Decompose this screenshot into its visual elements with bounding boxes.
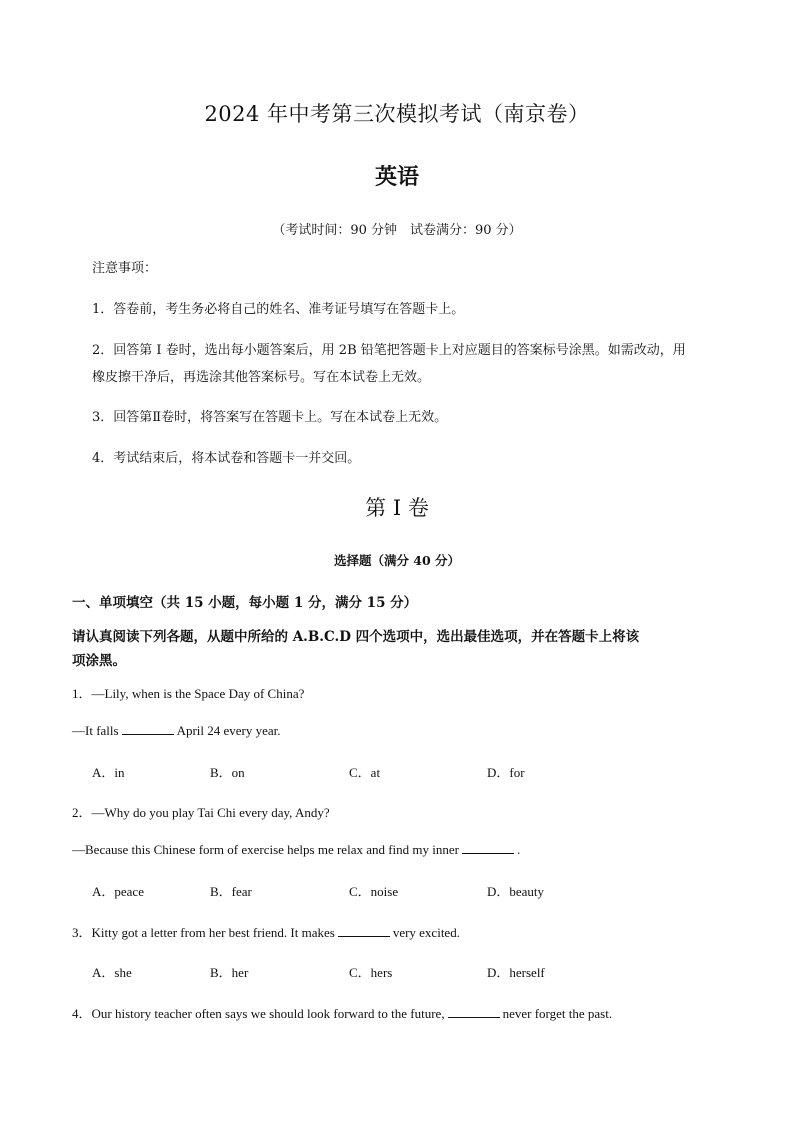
answer-blank bbox=[338, 935, 390, 937]
subject-title: 英语 bbox=[374, 164, 419, 190]
instruction-line-1: 请认真阅读下列各题，从题中所给的 A.B.C.D 四个选项中，选出最佳选项，并在答题卡上将该 bbox=[72, 629, 640, 645]
note-item-2: 2．回答第 I 卷时，选出每小题答案后，用 2B 铅笔把答题卡上对应题目的答案标号涂黑。如需改动，用 bbox=[92, 343, 686, 358]
question-2-text: 2．—Why do you play Tai Chi every day, Andy? bbox=[72, 805, 330, 820]
question-2-after-blank: . bbox=[517, 842, 521, 857]
question-1-option-d: D．for bbox=[487, 765, 525, 780]
question-3-option-c: C．hers bbox=[349, 965, 393, 980]
note-item-4: 4．考试结束后，将本试卷和答题卡一并交回。 bbox=[92, 451, 361, 466]
question-1-option-c: C．at bbox=[349, 765, 381, 780]
note-item-2-cont: 橡皮擦干净后，再选涂其他答案标号。写在本试卷上无效。 bbox=[92, 370, 431, 385]
note-item-1: 1．答卷前，考生务必将自己的姓名、准考证号填写在答题卡上。 bbox=[92, 302, 465, 317]
question-2-option-a: A．peace bbox=[92, 884, 144, 899]
question-3-after-blank: very excited. bbox=[392, 925, 460, 940]
question-1-line2 bbox=[72, 723, 281, 739]
question-3-option-b: B．her bbox=[210, 965, 249, 980]
question-2-option-b: B．fear bbox=[210, 884, 252, 899]
question-2-before-blank: —Because this Chinese form of exercise helps me relax and find my inner bbox=[72, 842, 459, 857]
volume-title: 第 I 卷 bbox=[365, 496, 429, 520]
question-3-option-a: A．she bbox=[92, 965, 132, 980]
question-1-text: 1．—Lily, when is the Space Day of China? bbox=[72, 686, 305, 701]
question-2-option-c: C．noise bbox=[349, 884, 399, 899]
question-2-line2 bbox=[72, 842, 520, 858]
question-1-option-b: B．on bbox=[210, 765, 245, 780]
question-1-after-blank: April 24 every year. bbox=[176, 723, 281, 738]
question-3-text bbox=[72, 922, 460, 941]
question-3-before-blank: 3．Kitty got a letter from her best friend. It makes bbox=[72, 925, 335, 940]
question-2-option-d: D．beauty bbox=[487, 884, 545, 899]
part-heading: 一、单项填空（共 15 小题，每小题 1 分，满分 15 分） bbox=[72, 595, 418, 611]
question-4-before-blank: 4．Our history teacher often says we should look forward to the future, bbox=[72, 1006, 445, 1021]
question-1-option-a: A．in bbox=[92, 765, 125, 780]
answer-blank bbox=[448, 1016, 500, 1018]
section-title: 选择题（满分 40 分） bbox=[333, 553, 461, 568]
answer-blank bbox=[122, 733, 174, 735]
notes-heading: 注意事项： bbox=[92, 261, 158, 276]
instruction-line-2: 项涂黑。 bbox=[72, 653, 126, 669]
note-item-3: 3．回答第Ⅱ卷时，将答案写在答题卡上。写在本试卷上无效。 bbox=[92, 410, 448, 425]
exam-title: 2024 年中考第三次模拟考试（南京卷） bbox=[204, 102, 590, 126]
answer-blank bbox=[462, 852, 514, 854]
question-4-text bbox=[72, 1003, 612, 1022]
question-1-before-blank: —It falls bbox=[72, 723, 119, 738]
question-4-after-blank: never forget the past. bbox=[502, 1006, 613, 1021]
exam-info: （考试时间：90 分钟 试卷满分：90 分） bbox=[272, 223, 522, 238]
question-3-option-d: D．herself bbox=[487, 965, 545, 980]
